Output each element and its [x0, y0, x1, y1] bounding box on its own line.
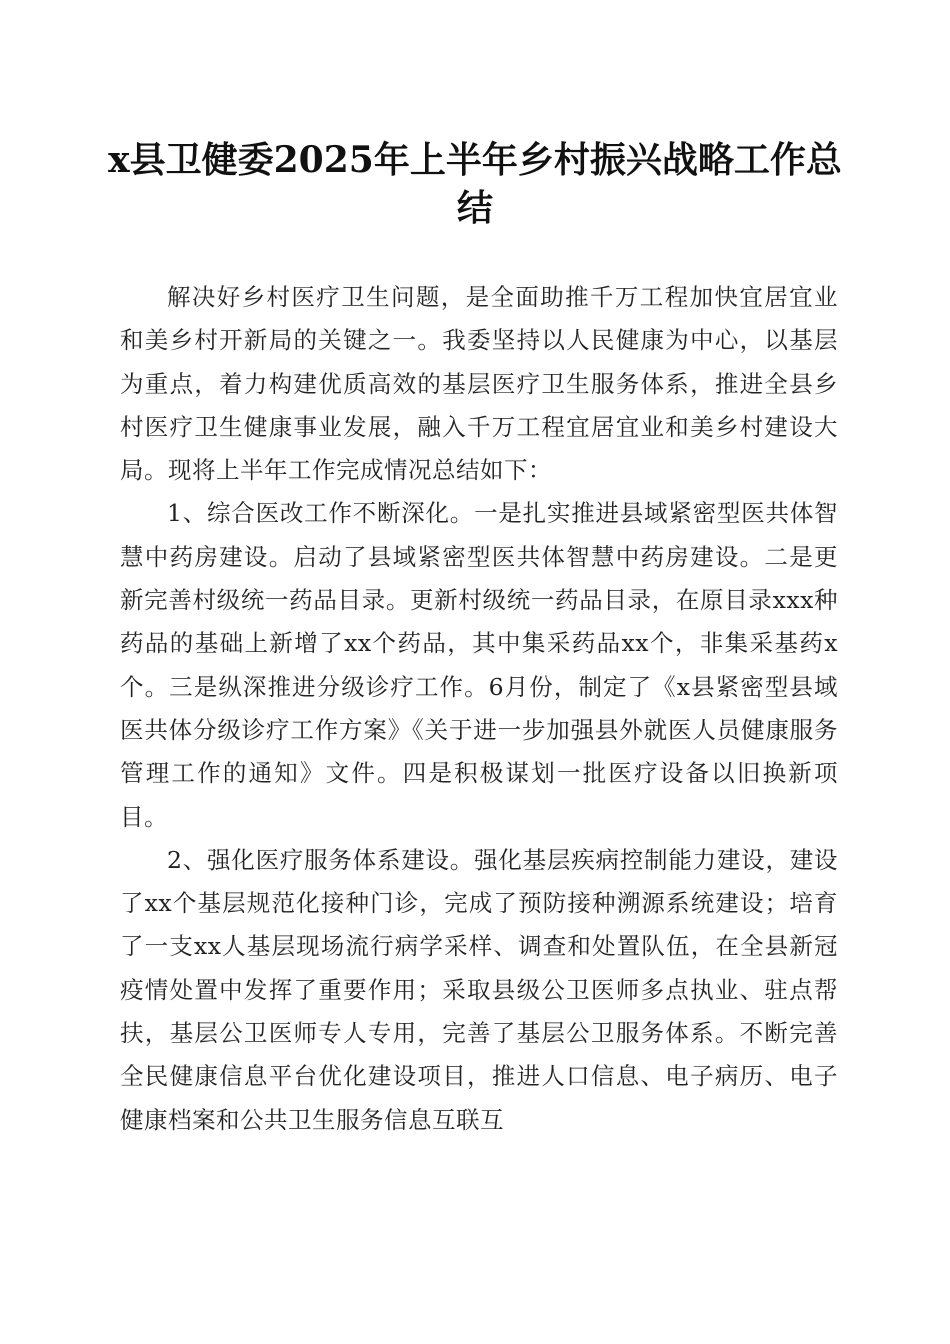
document-body — [120, 276, 838, 1142]
paragraph-section-2: 2、强化医疗服务体系建设。强化基层疾病控制能力建设，建设了xx个基层规范化接种门诊，完成了预防接种溯源系统建设；培育了一支xx人基层现场流行病学采样、调查和处置队伍，在全县新冠疫情处置中发挥了重要作用；采取县级公卫医师多点执业、驻点帮扶，基层公卫医师专人专用，完善了基层公卫服务体系。不断完善全民健康信息平台优化建设项目，推进人口信息、电子病历、电子健康档案和公共卫生服务信息互联互 — [120, 845, 838, 1134]
paragraph-section-1: 1、综合医改工作不断深化。一是扎实推进县域紧密型医共体智慧中药房建设。启动了县域紧密型医共体智慧中药房建设。二是更新完善村级统一药品目录。更新村级统一药品目录，在原目录xxx种药品的基础上新增了xx个药品，其中集采药品xx个，非集采基药x个。三是纵深推进分级诊疗工作。6月份，制定了《x县紧密型县域医共体分级诊疗工作方案》《关于进一步加强县外就医人员健康服务管理工作的通知》文件。四是积极谋划一批医疗设备以旧换新项目。 — [120, 499, 838, 831]
document-title: x县卫健委2025年上半年乡村振兴战略工作总结 — [108, 139, 842, 229]
paragraph-intro: 解决好乡村医疗卫生问题，是全面助推千万工程加快宜居宜业和美乡村开新局的关键之一。我委坚持以人民健康为中心，以基层为重点，着力构建优质高效的基层医疗卫生服务体系，推进全县乡村医疗卫生健康事业发展，融入千万工程宜居宜业和美乡村建设大局。现将上半年工作完成情况总结如下： — [120, 283, 838, 485]
